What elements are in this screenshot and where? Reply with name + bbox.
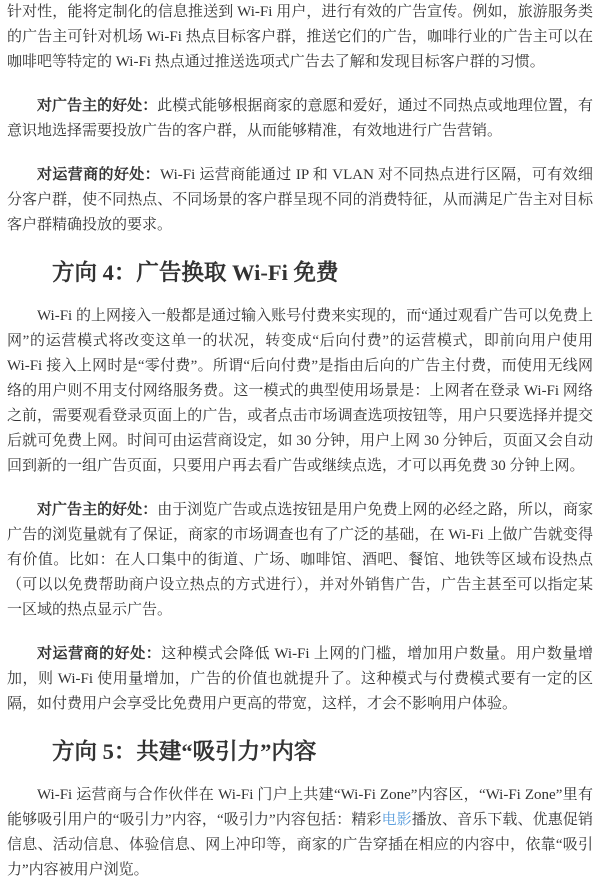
operator-benefit-paragraph-1 bbox=[7, 163, 593, 238]
paragraph-text: Wi-Fi 运营商能通过 IP 和 VLAN 对不同热点进行区隔，可有效细分客户群，使不同热点、不同场景的客户群呈现不同的消费特征，从而满足广告主对目标客户群精确投放的要求。 bbox=[7, 167, 593, 233]
section-heading-direction-4: 方向 4：广告换取 Wi-Fi 免费 bbox=[52, 260, 339, 285]
paragraph-text: Wi-Fi 的上网接入一般都是通过输入账号付费来实现的，而“通过观看广告可以免费上网”的运营模式将改变这单一的状况，转变成“后向付费”的运营模式，即前向用户使用 Wi-Fi 接入上网时是“零付费”。所谓“后向付费”是指由后向的广告主付费，而使用无线网络的用户则不用支付网络服务费。这一模式的典型使用场景是：上网者在登录 Wi-Fi 网络之前，需要观看登录页面上的广告，或者点击市场调查选项按钮等，用户只要选择并提交后就可免费上网。时间可由运营商设定，如 30 分钟，用户上网 30 分钟后，页面又会自动回到新的一组广告页面，只要用户再去看广告或继续点选，才可以再免费 30 分钟上网。 bbox=[7, 308, 593, 474]
paragraph-bold-lead: 对广告主的好处： bbox=[37, 502, 158, 518]
paragraph-text: 这种模式会降低 Wi-Fi 上网的门槛，增加用户数量。用户数量增加，则 Wi-Fi 使用量增加，广告的价值也就提升了。这种模式与付费模式要有一定的区隔，如付费用户会享受比免费用户更高的带宽，这样，才会不影响用户体验。 bbox=[7, 646, 593, 712]
paragraph-text-after-link: 播放、音乐下载、优惠促销信息、活动信息、体验信息、网上冲印等，商家的广告穿插在相应的内容中，依靠“吸引力”内容被用户浏览。 bbox=[7, 812, 593, 878]
advertiser-benefit-paragraph-2 bbox=[7, 498, 593, 623]
advertiser-benefit-paragraph-1 bbox=[7, 94, 593, 144]
movie-link[interactable]: 电影 bbox=[381, 812, 412, 828]
paragraph-bold-lead: 对运营商的好处： bbox=[37, 646, 162, 662]
section-heading-direction-5: 方向 5：共建“吸引力”内容 bbox=[52, 739, 317, 764]
operator-benefit-paragraph-2 bbox=[7, 642, 593, 717]
paragraph-text-before-link: Wi-Fi 运营商与合作伙伴在 Wi-Fi 门户上共建“Wi-Fi Zone”内容区，“Wi-Fi Zone”里有能够吸引用户的“吸引力”内容，“吸引力”内容包括：精彩 bbox=[7, 787, 593, 828]
paragraph-text: 由于浏览广告或点选按钮是用户免费上网的必经之路，所以，商家广告的浏览量就有了保证，商家的市场调查也有了广泛的基础，在 Wi-Fi 上做广告就变得有价值。比如：在人口集中的街道、广场、咖啡馆、酒吧、餐馆、地铁等区域布设热点（可以以免费帮助商户设立热点的方式进行），并对外销售广告，广告主甚至可以指定某一区域的热点显示广告。 bbox=[7, 502, 593, 618]
continuation-paragraph bbox=[7, 0, 593, 75]
ad-for-free-wifi-paragraph bbox=[7, 304, 593, 479]
paragraph-text: 针对性，能将定制化的信息推送到 Wi-Fi 用户，进行有效的广告宣传。例如，旅游服务类的广告主可针对机场 Wi-Fi 热点目标客户群，推送它们的广告，咖啡行业的广告主可以在咖啡吧等特定的 Wi-Fi 热点通过推送选项式广告去了解和发现目标客户群的习惯。 bbox=[7, 4, 593, 70]
paragraph-bold-lead: 对广告主的好处： bbox=[37, 98, 158, 114]
wifi-zone-paragraph bbox=[7, 783, 593, 883]
paragraph-text: 此模式能够根据商家的意愿和爱好，通过不同热点或地理位置，有意识地选择需要投放广告的客户群，从而能够精准，有效地进行广告营销。 bbox=[7, 98, 593, 139]
paragraph-bold-lead: 对运营商的好处： bbox=[37, 167, 161, 183]
